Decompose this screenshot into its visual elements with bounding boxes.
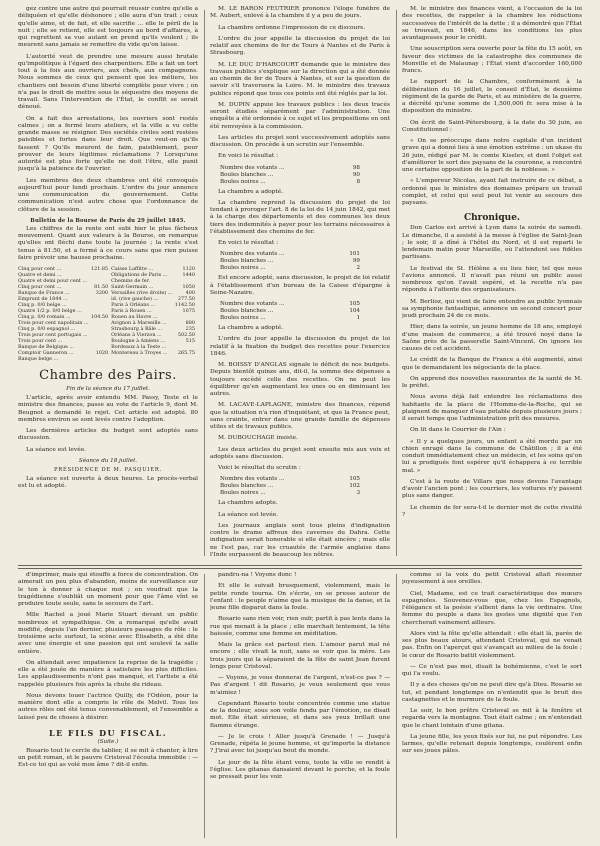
vote-label: Boules blanches ... bbox=[220, 483, 274, 490]
feuilleton-paragraph: La jeune fille, les yeux fixés sur lui, ne put répondre. Les larmes, qu'elle retenait depuis longtemps, coulèrent enfin sur ses joues pâles. bbox=[402, 733, 582, 755]
article-paragraph: Une souscription sera ouverte pour la fête du 15 août, en faveur des victimes de la catastrophe des communes de Monville et de Malaunay ; l'État vient d'accorder 160,000 francs. bbox=[402, 46, 582, 74]
bourse-label: Strasbourg à Bâle ... bbox=[111, 326, 163, 332]
article-paragraph: On écrit de Saint-Pétersbourg, à la date du 30 juin, au Constitutionnel : bbox=[402, 119, 582, 133]
bourse-label: Trois pour cent ... bbox=[18, 338, 63, 344]
bourse-label: Montereau à Troyes ... bbox=[111, 350, 168, 356]
bourse-label: Chemins de fer. bbox=[111, 278, 150, 284]
bourse-value: 121.85 bbox=[91, 266, 109, 272]
article-paragraph: M. LACAVE-LAPLAGNE, ministre des finances, répond que la situation n'a rien d'inquiétant, et que la France peut, sans crainte, entrer dans une grande famille de dépenses utiles et de travaux publics. bbox=[210, 402, 390, 430]
bourse-label: Trois pour cent portugais ... bbox=[18, 332, 88, 338]
bourse-label: Quatre et demi pour cent ... bbox=[18, 278, 88, 284]
chamber-paragraph: La séance est levée. bbox=[26, 446, 87, 453]
bourse-label: Cinq p. 0/0 belge ... bbox=[18, 302, 67, 308]
article-paragraph: La chambre adopte. bbox=[218, 500, 278, 507]
article-paragraph: Les articles du projet sont successivement adoptés sans discussion. On procède à un scrutin sur l'ensemble. bbox=[210, 134, 390, 148]
vote-intro: En voici le résultat : bbox=[218, 153, 279, 160]
feuilleton-paragraph: Nous devons louer l'actrice Quilly, de l'Odéon, pour la manière dont elle a compris le rôle de Melvil. Tous les autres rôles ont été tenus convenablement, et l'ensemble a laissé peu de choses à désirer. bbox=[18, 692, 198, 721]
vote-label: Boules blanches ... bbox=[220, 171, 274, 178]
article-paragraph: M. LE BARON FEUTRIER prononce l'éloge funèbre de M. Aubert, enlevé à la chambre il y a peu de jours. bbox=[210, 6, 390, 20]
bourse-label: Paris à Rouen ... bbox=[111, 308, 152, 314]
column-1 bbox=[18, 6, 198, 560]
bourse-label: Trois pour cent napolitain ... bbox=[18, 320, 89, 326]
column-2 bbox=[210, 6, 390, 560]
bourse-label: Boulogne à Amiens ... bbox=[111, 338, 166, 344]
feuilleton-subtitle: (Suite.) bbox=[97, 738, 119, 745]
article-paragraph: M. le ministre des finances vient, à l'occasion de la loi des recettes, de rappeler à la chambre les réductions successives de l'intérêt de la dette ; il a démontré que l'État se trouvait, en 1846, dans les conditions les plus avantageuses pour le crédit. bbox=[402, 6, 582, 41]
feuilleton-paragraph: Alors vint la fête qu'elle attendait : elle était là, parée de ses plus beaux atours, attendant Cristoval, qui ne venait pas. Enfin on l'aperçut qui s'avançait au milieu de la foule ; le cœur de Rosario battit violemment. bbox=[402, 630, 582, 659]
article-paragraph: M. DUBOUCHAGE insiste. bbox=[218, 435, 298, 442]
article-paragraph: gez contre une autre qui pourrait réussir contre qu'elle a déliquéen et qu'elle déshonore ; elle aura d'un trait ; ceux qu'elle aime, et de fait, et elle sacrifie ... elle le péril de la nuit ; elle se retient, elle est toujours au bord d'affaires, à qui regrettent sa vue autant en prend qu'ils veulent ; ils meurent sans jamais se remettre du vide qu'on laisse. bbox=[18, 6, 198, 49]
feuilleton-paragraph: comme si la voix du petit Cristoval allait résonner joyeusement à ses oreilles. bbox=[402, 572, 582, 586]
article-paragraph: L'autorité veut de prendre une mesure aussi brutale qu'impolitique à l'égard des charpentiers. Elle a fait un tort tout à la fois aux ouvriers, aux chefs, aux compagnons. Nous sommes de ceux qui pensent que les métiers, les chantiers ont besoin d'une liberté complète pour vivre ; on n'a pas le droit de mettre sous le séquestre des moyens de travail. Sans l'intervention de l'État, le conflit se serait dénoué. bbox=[18, 53, 198, 111]
chamber-paragraph: Les dernières articles du budget sont adoptés sans discussion. bbox=[18, 428, 198, 442]
bourse-value: 1050 bbox=[182, 284, 195, 290]
article-paragraph: La chambre a adopté. bbox=[218, 188, 284, 195]
article-paragraph: « L'empereur Nicolas, ayant fait instruire de ce débat, a ordonné que le ministre des domaines prépare un travail complet, et celui qui seul peut lui venir au secours des paysans. bbox=[402, 178, 582, 206]
feuilleton-paragraph: Le jour de la fête étant venu, toute la ville se rendit à l'église. Les gitanas dansaient devant le porche, et la foule se pressait pour les voir. bbox=[210, 759, 390, 780]
chronique-paragraph: Le chemin de fer sera-t-il le dernier mot de cette rivalité ? bbox=[402, 504, 582, 518]
article-paragraph: M. BOISSY D'ANGLAS signale le déficit de nos budgets. Depuis bientôt quinze ans, dit-il, la somme des dépenses a toujours excédé celle des recettes. On ne peut les équilibrer qu'en augmentant les unes ou en diminuant les autres. bbox=[210, 362, 390, 397]
feuilleton-column-1 bbox=[18, 572, 198, 840]
feuilleton-column-2 bbox=[210, 572, 390, 840]
bourse-label: Rouen au Havre ... bbox=[111, 314, 158, 320]
bourse-value: 400 bbox=[185, 290, 195, 296]
feuilleton-title: LE FILS DU FISCAL. bbox=[49, 727, 167, 738]
chronique-paragraph: Le crédit de la Banque de France a été augmenté, ainsi que le demandaient les négociants de la place. bbox=[402, 357, 582, 371]
vote-value: 104 bbox=[349, 308, 360, 314]
vote-label: Boules noires ... bbox=[220, 265, 266, 272]
chronique-paragraph: M. Berlioz, qui vient de faire entendre au public lyonnais sa symphonie fantastique, annonce un second concert pour jeudi prochain 24 de ce mois. bbox=[402, 298, 582, 319]
bourse-value: 81.50 bbox=[94, 284, 109, 290]
bourse-label: Quatre 1/2 p. 0/0 belge ... bbox=[18, 308, 82, 314]
feuilleton-paragraph: Et elle le suivait brusquement, violemment, mais le petite ronde tourna. On s'écrie, on se presse autour de l'enfant : le peuple n'aime que la musique de la danse, et la jeune fille disparut dans la foule. bbox=[210, 583, 390, 611]
vote-label: Boules noires ... bbox=[220, 178, 266, 185]
bourse-value: 1142.50 bbox=[174, 302, 195, 308]
chronique-paragraph: Nous avons déjà fait entendre les réclamations des habitants de la place de l'Homme-de-la-Roche, qui se plaignent de manquer d'eau potable depuis plusieurs jours ; il serait temps que l'administration prît des mesures. bbox=[402, 394, 582, 422]
president-line: PRÉSIDENCE DE M. PASQUIER. bbox=[53, 466, 162, 473]
article-paragraph: Les journaux anglais sont tous pleins d'indignation contre le drame affreux des cavernes du Dahra. Cette indignation serait honorable si elle était sincère ; mais elle ne l'est pas, car les cruautés de l'armée anglaise dans l'Inde surpassent de beaucoup les nôtres. bbox=[210, 522, 390, 558]
vote-label: Boules noires ... bbox=[220, 315, 266, 321]
article-paragraph: L'ordre du jour appelle la discussion du projet de loi relatif à la fixation du budget des recettes pour l'exercice 1846. bbox=[210, 336, 390, 357]
chronique-paragraph: « Il y a quelques jours, un enfant a été mordu par un chien enragé dans la commune de Châtillon ; il a été conduit immédiatement chez un médecin, et les soins qu'on lui a prodigués font espérer qu'il échappera à ce terrible mal. » bbox=[402, 438, 582, 474]
bourse-label: Cinq p. 0/0 espagnol ... bbox=[18, 326, 76, 332]
bourse-label: Banque de France ... bbox=[18, 290, 70, 296]
chronique-paragraph: Hier, dans la soirée, un jeune homme de 18 ans, employé d'une maison de commerce, a été trouvé noyé dans la Saône près de la passerelle Saint-Vincent. On ignore les causes de cet accident. bbox=[402, 324, 582, 352]
column-rule bbox=[396, 574, 397, 838]
feuilleton-section bbox=[18, 572, 582, 842]
bourse-value: 1440 bbox=[182, 272, 195, 278]
feuilleton-paragraph: Ciel, Madame, est ce trait caractéristique des mœurs espagnoles. Souvenez-vous que, chez les Espagnols, l'élégance et la poésie s'allient dans la vie ordinaire. Une femme du peuple a dans les gestes une dignité que l'on chercherait vainement ailleurs. bbox=[402, 590, 582, 626]
vote-label: Nombre des votants ... bbox=[220, 251, 285, 258]
chronique-paragraph: Le festival de St. Hélène a eu lieu hier, tel que nous l'avions annoncé. Il n'avait pas réuni un public aussi nombreux qu'on l'avait espéré, et la recette n'a pas répondu à l'attente des organisateurs. bbox=[402, 265, 582, 294]
bourse-value: 235 bbox=[185, 326, 195, 332]
vote-label: Nombre des votants ... bbox=[220, 476, 285, 483]
vote-result bbox=[220, 301, 390, 322]
seance-line: Séance du 18 juillet. bbox=[78, 457, 138, 464]
vote-label: Nombre des votants ... bbox=[220, 301, 285, 307]
chronique-title: Chronique. bbox=[463, 213, 521, 224]
bourse-intro: Les chiffres de la rente ont subi hier le plus fâcheux mouvement. Quant aux valeurs à la Bourse, on remarque qu'elles ont fléchi dans toute la journée ; la rente s'est tenue à 81.50, et a fermé à ce cours sans que rien puisse faire prévoir une hausse prochaine. bbox=[18, 225, 198, 261]
bourse-label: Saint-Germain ... bbox=[111, 284, 154, 290]
vote-value: 101 bbox=[349, 251, 360, 258]
bourse-table bbox=[18, 266, 198, 362]
vote-value: 102 bbox=[349, 483, 360, 490]
bourse-label: Cinq p. 0/0 romain ... bbox=[18, 314, 71, 320]
column-rule bbox=[204, 574, 205, 838]
bourse-value bbox=[174, 356, 198, 362]
column-rule bbox=[204, 10, 205, 556]
article-paragraph: La chambre reprend la discussion du projet de loi tendant à proroger l'art. 8 de la loi du 14 juin 1842, qui met à la charge des départements et des communes les deux tiers des indemnités à payer pour les terrains nécessaires à l'établissement des chemins de fer. bbox=[210, 199, 390, 235]
article-paragraph: « On se préoccupe dans notre capitale d'un incident grave qui a donné lieu à une émotion extrême : un ukase du 26 juin, rédigé par M. le comte Kiselev, et dont l'objet est d'améliorer le sort des paysans de la couronne, a rencontré une certaine opposition de la part de la noblesse. » bbox=[402, 138, 582, 173]
bourse-value: 1120 bbox=[182, 266, 195, 272]
bourse-value: 502.50 bbox=[177, 332, 195, 338]
news-section bbox=[18, 6, 582, 560]
vote-label: Boules blanches ... bbox=[220, 308, 274, 314]
feuilleton-separator bbox=[18, 565, 582, 569]
bourse-value: 515 bbox=[185, 338, 195, 344]
vote-value: 90 bbox=[352, 171, 360, 178]
chronique-paragraph: On apprend des nouvelles rassurantes de la santé de M. le préfet. bbox=[402, 375, 582, 389]
chronique-paragraph: On lit dans le Courrier de l'Ain : bbox=[410, 427, 506, 434]
article-paragraph: Le rapport de la Chambre, conformément à la délibération du 16 juillet, le conseil d'État, le deuxième régiment de la garde de Paris, et au ministère de la guerre, a décrété qu'une somme de 1,500,000 fr. sera mise à la disposition du ministre. bbox=[402, 79, 582, 115]
article-paragraph: La chambre a adopté. bbox=[218, 325, 284, 331]
bourse-label: Avignon à Marseille ... bbox=[111, 320, 167, 326]
bourse-value: 1020 bbox=[95, 350, 109, 356]
feuilleton-paragraph: — Voyons, je vous donnerai de l'argent, n'est-ce pas ? — Pas d'argent ! dit Rosario, je veux seulement que vous m'aimiez ! bbox=[210, 675, 390, 696]
feuilleton-paragraph: Rosario tout le cercle du tablier, il se mit à chanter, à lire un petit roman, et le pauvre Cristoval l'écouta immobile : — Est-ce toi qui as volé mon âme ? dit-il enfin. bbox=[18, 747, 198, 769]
feuilleton-paragraph: — Je le crois ! Aller jusqu'à Grenade ! — Jusqu'à Grenade, répéta le jeune homme, et qu'importe la distance ? J'irai avec toi jusqu'au bout du monde. bbox=[210, 733, 390, 755]
vote-label: Boules noires ... bbox=[220, 490, 266, 497]
bourse-label: Cinq pour cent ... bbox=[18, 266, 62, 272]
vote-value: 105 bbox=[349, 301, 360, 307]
bourse-value bbox=[91, 356, 112, 362]
bourse-value: 3200 bbox=[95, 290, 109, 296]
vote-value: 1 bbox=[356, 315, 360, 321]
chamber-title: Chambre des Pairs. bbox=[39, 368, 177, 383]
vote-value: 8 bbox=[356, 178, 360, 185]
vote-intro: En voici le résultat : bbox=[218, 240, 279, 246]
feuilleton-paragraph: Le soir, le bon prêtre Cristoval se mit à la fenêtre et regarda vers la montagne. Tout était calme ; on n'entendait que le chant lointain d'une gitana. bbox=[402, 708, 582, 729]
vote-value: 2 bbox=[356, 265, 360, 272]
bourse-value: 1075 bbox=[182, 308, 195, 314]
bourse-label: Caisse Laffitte ... bbox=[111, 266, 154, 272]
vote-label: Boules blanches ... bbox=[220, 258, 274, 265]
vote-value: 105 bbox=[349, 476, 360, 483]
vote-value: 3 bbox=[356, 490, 360, 497]
vote-result bbox=[220, 476, 390, 497]
bourse-row bbox=[18, 356, 198, 362]
chamber-paragraph: L'article, après avoir entendu MM. Passy, Teste et le ministre des finances, passe au vote de l'article 9, dont M. Beugnot a demandé le rejet. Cet article est adopté. 80 membres environ se sont levés contre l'adoption. bbox=[18, 395, 198, 423]
vote-result bbox=[220, 165, 390, 186]
feuilleton-column-3 bbox=[402, 572, 582, 840]
article-paragraph: M. DUPIN appuie les travaux publics : les deux tracés seront étudiés séparément par l'administration. Une enquête a été ordonnée à ce sujet et les propositions en ont été renvoyées à la commission. bbox=[210, 101, 390, 130]
bourse-label: Orléans à Vierzon ... bbox=[111, 332, 162, 338]
feuilleton-paragraph: d'imprimer, mais qui étouffe à force de concentration. On aimerait un peu plus d'abandon, moins de surveillance sur le ton à donner à chaque mot ; on voudrait que la tragédienne s'oubliât un moment pour que l'âme vînt se produire toute seule, sans le secours de l'art. bbox=[18, 572, 198, 607]
feuilleton-paragraph: Il y a des choses qu'on ne peut dire qu'à Dieu. Rosario se tut, et pendant longtemps on n'entendit que le bruit des castagnettes et le murmure de la foule. bbox=[402, 682, 582, 703]
vote-label: Nombre des votants ... bbox=[220, 164, 285, 171]
feuilleton-paragraph: pandru-na ! Voyons donc ! bbox=[218, 572, 297, 578]
bourse-label bbox=[111, 356, 174, 362]
chronique-paragraph: Don Carlos est arrivé à Lyon dans la soirée de samedi. Le dimanche, il a assisté à la messe à l'église de Saint-Jean ; le soir, il a dîné à l'hôtel du Nord, et il est reparti le lendemain matin pour Marseille, où l'attendent ses fidèles partisans. bbox=[402, 225, 582, 261]
feuilleton-paragraph: On attendait avec impatience la reprise de la tragédie ; elle a été jouée de manière à satisfaire les plus difficiles. Les applaudissements n'ont pas manqué, et l'artiste a été rappelée plusieurs fois après la chute du rideau. bbox=[18, 659, 198, 688]
bourse-label: Banque de Belgique ... bbox=[18, 344, 75, 350]
article-paragraph: Les membres des deux chambres ont été convoqués aujourd'hui pour lundi prochain. L'ordre du jour annonce une communication du gouvernement. Cette communication n'est autre chose que l'ordonnance de clôture de la session. bbox=[18, 177, 198, 213]
chamber-subtitle: Fin de la séance du 17 juillet. bbox=[66, 386, 150, 392]
feuilleton-paragraph: — Ce n'est pas moi, disait la bohémienne, c'est le sort qui l'a voulu. bbox=[402, 663, 582, 677]
column-3 bbox=[402, 6, 582, 560]
bourse-label: id. (rive gauche) ... bbox=[111, 296, 159, 302]
bourse-label: Emprunt de 1844 ... bbox=[18, 296, 68, 302]
vote-result bbox=[220, 251, 390, 272]
bourse-label: Paris à Orléans ... bbox=[111, 302, 156, 308]
article-paragraph: Les deux articles du projet sont ensuite mis aux voix et adoptés sans discussion. bbox=[210, 446, 390, 460]
bourse-value: 265.75 bbox=[177, 350, 195, 356]
column-rule bbox=[396, 10, 397, 556]
bourse-label: Bordeaux à la Teste ... bbox=[111, 344, 167, 350]
feuilleton-paragraph: Cependant Rosario toute concentrée comme une statue de la douleur, sous son voile fendu par l'émotion, ne disait mot. Elle était sérieuse, et dans ses yeux brillait une flamme étrange. bbox=[210, 700, 390, 729]
article-paragraph: Est encore adopté, sans discussion, le projet de loi relatif à l'établissement d'un bureau de la Caisse d'épargne à Seine-Nazaire. bbox=[210, 275, 390, 296]
vote-value: 98 bbox=[352, 164, 360, 171]
vote-intro: Voici le résultat du scrutin : bbox=[218, 465, 301, 471]
feuilleton-paragraph: Mlle Rachel a joué Marie Stuart devant un public nombreux et sympathique. On a remarqué qu'elle avait modifié, depuis l'an dernier, plusieurs passages du rôle : le troisième acte surtout, la scène avec Élisabeth, a été dite avec une énergie et une passion qui ont soulevé la salle entière. bbox=[18, 612, 198, 655]
bourse-label: Obligations de Paris ... bbox=[111, 272, 168, 278]
bourse-label: Comptoir Ganneron ... bbox=[18, 350, 74, 356]
feuilleton-paragraph: Rosario sans rien voir, rien ouïr, partit à pas lents dans la rue qui menait à la place ; elle marchait lentement, la tête baissée, comme une femme en méditation. bbox=[210, 616, 390, 637]
bourse-value: 880 bbox=[185, 320, 195, 326]
vote-value: 99 bbox=[352, 258, 360, 265]
bourse-label: Versailles (rive droite) ... bbox=[111, 290, 173, 296]
bourse-label: Banque belge ... bbox=[18, 356, 59, 362]
article-paragraph: On a fait des arrestations, les ouvriers sont restés calmes ; on a fermé leurs ateliers, et la ville a vu cette grande masse se résigner. Des sociétés civiles sont restées paisibles et fortes dans leur droit. Que veut-on qu'ils fassent ? Qu'ils meurent de faim, paisiblement, pour prouver de leurs légitimes réclamations ? Lorsqu'une autorité est plus forte qu'elle ne doit l'être, elle punit jusqu'à la patience de l'ouvrier. bbox=[18, 115, 198, 173]
bourse-heading: Bulletin de la Bourse de Paris du 29 juillet 1845. bbox=[30, 217, 186, 224]
bourse-value: 277.50 bbox=[177, 296, 195, 302]
chronique-paragraph: C'est à la route de Villars que nous devons l'avantage d'avoir l'ancien pont ; les courriers, les voitures n'y passent plus sans danger. bbox=[402, 478, 582, 500]
article-paragraph: La séance est ouverte à deux heures. Le procès-verbal est lu et adopté. bbox=[18, 475, 198, 489]
bourse-value: 104.50 bbox=[91, 314, 109, 320]
article-paragraph: L'ordre du jour appelle la discussion du projet de loi relatif aux chemins de fer de Tours à Nantes et de Paris à Strasbourg. bbox=[210, 35, 390, 57]
article-paragraph: La chambre ordonne l'impression de ce discours. bbox=[218, 24, 366, 31]
article-paragraph: La séance est levée. bbox=[218, 511, 279, 518]
feuilleton-paragraph: Mais la grâce est partout rien. L'amour parut mal né encore ; elle vivait la nuit, sans se voir que la mère. Les trois jours qui la séparaient de la fête de saint Jean furent longs pour Cristoval. bbox=[210, 642, 390, 670]
bourse-label: Cinq pour cent ... bbox=[18, 284, 62, 290]
bourse-label: Quatre et demi ... bbox=[18, 272, 62, 278]
article-paragraph: M. LE DUC D'HARCOURT demande que le ministre des travaux publics s'explique sur la direction qui a été donnée au chemin de fer de Tours à Nantes, et sur la question de savoir s'il traversera la Loire. M. le ministre des travaux publics répond que tous ces points ont été réglés par la loi. bbox=[210, 61, 390, 97]
